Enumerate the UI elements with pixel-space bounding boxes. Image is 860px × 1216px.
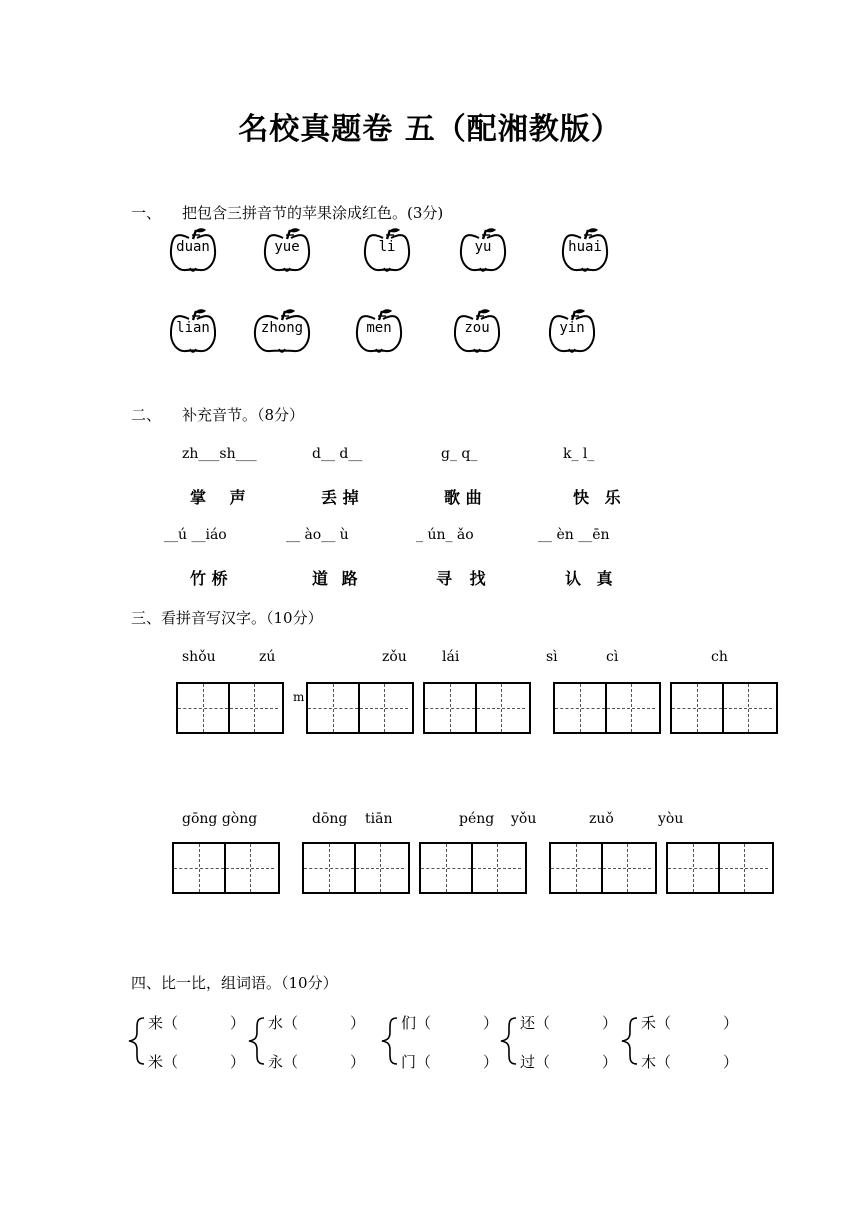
writing-cell[interactable] xyxy=(601,844,651,892)
writing-grid-7[interactable] xyxy=(302,842,410,894)
fill-pinyin-8: __ èn __ēn xyxy=(538,527,610,543)
compare-top-5: 禾（ xyxy=(641,1014,672,1032)
section-4-title: 四、比一比，组词语。（10分） xyxy=(131,974,338,992)
writing-cell[interactable] xyxy=(555,684,605,732)
writing-cell[interactable] xyxy=(224,844,274,892)
writing-cell[interactable] xyxy=(228,684,278,732)
compare-top-close: ） xyxy=(723,1014,739,1032)
compare-bottom-5: 木（ xyxy=(641,1053,672,1071)
brace-icon xyxy=(126,1012,146,1074)
writing-cell[interactable] xyxy=(718,844,768,892)
writing-cell[interactable] xyxy=(178,684,228,732)
writing-grid-5[interactable] xyxy=(670,682,778,734)
apple-9[interactable] xyxy=(450,307,504,357)
compare-bottom-1: 米（ xyxy=(148,1053,179,1071)
pinyin-si: sì xyxy=(546,649,558,665)
pinyin-you: yǒu xyxy=(511,811,537,827)
section-2-instruction: 补充音节。（8分） xyxy=(182,406,305,424)
writing-cell[interactable] xyxy=(174,844,224,892)
compare-bottom-close: ） xyxy=(723,1053,739,1071)
word-7: 寻 找 xyxy=(436,569,486,588)
fill-pinyin-3: g_ q_ xyxy=(441,446,478,462)
brace-icon xyxy=(498,1012,518,1074)
writing-grid-3[interactable] xyxy=(423,682,531,734)
compare-bottom-4: 过（ xyxy=(520,1053,551,1071)
compare-bottom-close: ） xyxy=(602,1053,618,1071)
stray-mark: m xyxy=(293,690,305,704)
word-8: 认 真 xyxy=(565,569,613,588)
writing-cell[interactable] xyxy=(421,844,471,892)
pinyin-peng: péng xyxy=(459,811,495,827)
apple-2[interactable] xyxy=(260,226,314,276)
writing-cell[interactable] xyxy=(551,844,601,892)
writing-cell[interactable] xyxy=(304,844,354,892)
section-3-title: 三、看拼音写汉字。（10分） xyxy=(131,609,323,627)
writing-grid-10[interactable] xyxy=(666,842,774,894)
compare-bottom-3: 门（ xyxy=(401,1053,432,1071)
writing-cell[interactable] xyxy=(672,684,722,732)
pinyin-tian: tiān xyxy=(365,811,393,827)
writing-cell[interactable] xyxy=(605,684,655,732)
apple-1[interactable] xyxy=(166,226,220,276)
writing-grid-1[interactable] xyxy=(176,682,284,734)
writing-cell[interactable] xyxy=(354,844,404,892)
writing-grid-6[interactable] xyxy=(172,842,280,894)
apple-label: yu xyxy=(474,239,492,255)
apple-label: huai xyxy=(568,239,602,255)
section-2-number: 二、 xyxy=(131,406,162,424)
page-title: 名校真题卷 五（配湘教版） xyxy=(238,112,622,147)
word-4: 快 乐 xyxy=(573,488,621,507)
pinyin-zuo: zuǒ xyxy=(589,811,614,827)
fill-pinyin-2: d__ d__ xyxy=(312,446,363,462)
apple-label: lian xyxy=(176,320,210,336)
apple-5[interactable] xyxy=(558,226,612,276)
apple-8[interactable] xyxy=(352,307,406,357)
fill-pinyin-5: __ú __iáo xyxy=(164,527,227,543)
word-3: 歌 曲 xyxy=(444,488,482,507)
compare-top-3: 们（ xyxy=(401,1014,432,1032)
word-1: 掌 声 xyxy=(190,488,246,507)
compare-bottom-2: 永（ xyxy=(268,1053,299,1071)
apple-label: duan xyxy=(176,239,210,255)
compare-bottom-close: ） xyxy=(350,1053,366,1071)
brace-icon xyxy=(379,1012,399,1074)
compare-bottom-close: ） xyxy=(230,1053,246,1071)
writing-grid-4[interactable] xyxy=(553,682,661,734)
apple-label: men xyxy=(366,320,392,336)
apple-3[interactable] xyxy=(360,226,414,276)
compare-top-4: 还（ xyxy=(520,1014,551,1032)
writing-cell[interactable] xyxy=(425,684,475,732)
pinyin-you-right: yòu xyxy=(658,811,684,827)
pinyin-lai: lái xyxy=(442,649,460,665)
writing-cell[interactable] xyxy=(358,684,408,732)
compare-top-close: ） xyxy=(230,1014,246,1032)
word-5: 竹 桥 xyxy=(190,569,228,588)
fill-pinyin-7: _ ún_ ǎo xyxy=(416,527,474,543)
pinyin-ch: ch xyxy=(711,649,728,665)
compare-top-close: ） xyxy=(483,1014,499,1032)
apple-label: yue xyxy=(274,239,300,255)
brace-icon xyxy=(246,1012,266,1074)
apple-10[interactable] xyxy=(545,307,599,357)
brace-icon xyxy=(619,1012,639,1074)
pinyin-dong: dōng xyxy=(312,811,348,827)
apple-label: zou xyxy=(464,320,490,336)
writing-grid-8[interactable] xyxy=(419,842,527,894)
fill-pinyin-1: zh___sh___ xyxy=(182,446,257,462)
pinyin-gonggong: gōng gòng xyxy=(182,811,258,827)
compare-top-2: 水（ xyxy=(268,1014,299,1032)
fill-pinyin-4: k_ l_ xyxy=(563,446,595,462)
writing-cell[interactable] xyxy=(475,684,525,732)
writing-cell[interactable] xyxy=(308,684,358,732)
fill-pinyin-6: __ ào__ ù xyxy=(286,527,349,543)
compare-bottom-close: ） xyxy=(483,1053,499,1071)
section-1-number: 一、 xyxy=(131,204,162,222)
pinyin-shou: shǒu xyxy=(182,649,216,665)
writing-cell[interactable] xyxy=(668,844,718,892)
compare-top-close: ） xyxy=(602,1014,618,1032)
apple-6[interactable] xyxy=(166,307,220,357)
apple-7[interactable] xyxy=(250,307,314,357)
compare-top-close: ） xyxy=(350,1014,366,1032)
apple-4[interactable] xyxy=(456,226,510,276)
apple-label: zhong xyxy=(260,320,304,336)
pinyin-ci: cì xyxy=(606,649,619,665)
apple-label: yin xyxy=(559,320,585,336)
pinyin-zu: zú xyxy=(259,649,276,665)
section-1-instruction: 把包含三拼音节的苹果涂成红色。(3分) xyxy=(182,204,444,222)
writing-cell[interactable] xyxy=(722,684,772,732)
word-2: 丢 掉 xyxy=(321,488,359,507)
writing-grid-2[interactable] xyxy=(306,682,414,734)
writing-grid-9[interactable] xyxy=(549,842,657,894)
apple-label: li xyxy=(378,239,396,255)
writing-cell[interactable] xyxy=(471,844,521,892)
compare-top-1: 来（ xyxy=(148,1014,179,1032)
word-6: 道 路 xyxy=(312,569,358,588)
pinyin-zou: zǒu xyxy=(382,649,407,665)
